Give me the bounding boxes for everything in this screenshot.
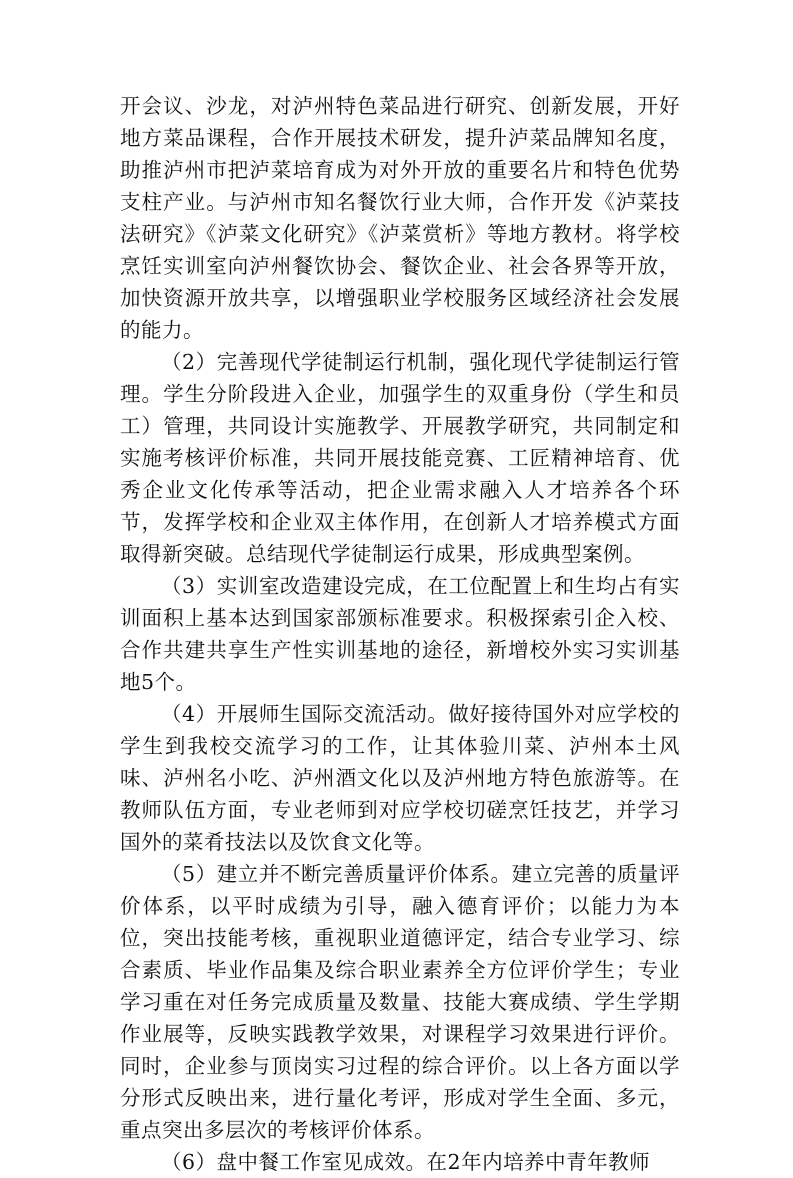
document-body: [120, 90, 680, 1178]
paragraph-continuation: 开会议、沙龙，对泸州特色菜品进行研究、创新发展，开好地方菜品课程，合作开展技术研发，提升泸菜品牌知名度，助推泸州市把泸菜培育成为对外开放的重要名片和特色优势支柱产业。与泸州市知名餐饮行业大师，合作开发《泸菜技法研究》《泸菜文化研究》《泸菜赏析》等地方教材。将学校烹饪实训室向泸州餐饮协会、餐饮企业、社会各界等开放，加快资源开放共享，以增强职业学校服务区域经济社会发展的能力。: [120, 94, 680, 342]
paragraph-item-3: （3）实训室改造建设完成，在工位配置上和生均占有实训面积上基本达到国家部颁标准要求。积极探索引企入校、合作共建共享生产性实训基地的途径，新增校外实习实训基地5个。: [120, 574, 680, 694]
paragraph-item-4: （4）开展师生国际交流活动。做好接待国外对应学校的学生到我校交流学习的工作，让其体验川菜、泸州本土风味、泸州名小吃、泸州酒文化以及泸州地方特色旅游等。在教师队伍方面，专业老师到对应学校切磋烹饪技艺，并学习国外的菜肴技法以及饮食文化等。: [120, 702, 680, 854]
paragraph-item-5: （5）建立并不断完善质量评价体系。建立完善的质量评价体系，以平时成绩为引导，融入德育评价；以能力为本位，突出技能考核，重视职业道德评定，结合专业学习、综合素质、毕业作品集及综合职业素养全方位评价学生；专业学习重在对任务完成质量及数量、技能大赛成绩、学生学期作业展等，反映实践教学效果，对课程学习效果进行评价。同时，企业参与顶岗实习过程的综合评价。以上各方面以学分形式反映出来，进行量化考评，形成对学生全面、多元，重点突出多层次的考核评价体系。: [120, 862, 680, 1142]
paragraph-item-2: （2）完善现代学徒制运行机制，强化现代学徒制运行管理。学生分阶段进入企业，加强学生的双重身份（学生和员工）管理，共同设计实施教学、开展教学研究，共同制定和实施考核评价标准，共同开展技能竞赛、工匠精神培育、优秀企业文化传承等活动，把企业需求融入人才培养各个环节，发挥学校和企业双主体作用，在创新人才培养模式方面取得新突破。总结现代学徒制运行成果，形成典型案例。: [120, 350, 680, 566]
paragraph-item-6: （6）盘中餐工作室见成效。在2年内培养中青年教师: [161, 1150, 651, 1174]
